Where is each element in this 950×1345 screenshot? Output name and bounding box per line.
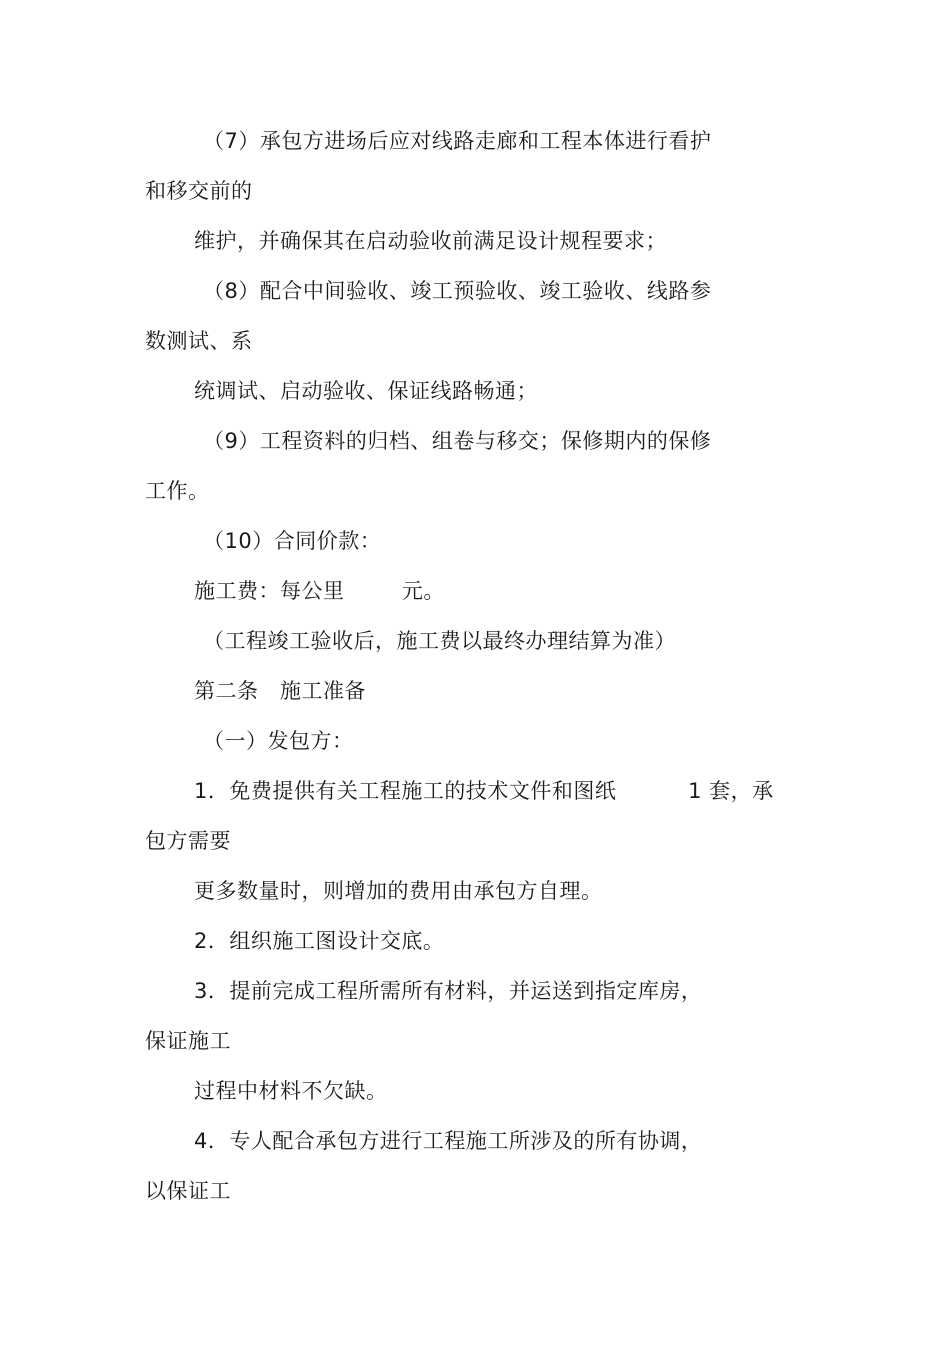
text-line: （10）合同价款： — [203, 529, 382, 553]
text-line: （一）发包方： — [203, 729, 354, 753]
text-line: （8）配合中间验收、竣工预验收、竣工验收、线路参 — [203, 279, 712, 303]
text-line: （7）承包方进场后应对线路走廊和工程本体进行看护 — [203, 129, 712, 153]
text-line: 1．免费提供有关工程施工的技术文件和图纸 1 套，承 — [194, 779, 774, 803]
text-line: 4．专人配合承包方进行工程施工所涉及的所有协调， — [194, 1129, 703, 1153]
text-line: （工程竣工验收后，施工费以最终办理结算为准） — [203, 629, 676, 653]
text-line: 统调试、启动验收、保证线路畅通； — [194, 379, 538, 403]
text-line: 2．组织施工图设计交底。 — [194, 929, 445, 953]
text-line: 工作。 — [145, 479, 210, 503]
text-line: 数测试、系 — [145, 329, 253, 353]
text-line: 更多数量时，则增加的费用由承包方自理。 — [194, 879, 603, 903]
text-line: 以保证工 — [145, 1179, 231, 1203]
text-line: 施工费：每公里 元。 — [194, 579, 445, 603]
section-heading: 第二条 施工准备 — [194, 679, 367, 703]
text-line: （9）工程资料的归档、组卷与移交；保修期内的保修 — [203, 429, 712, 453]
text-line: 保证施工 — [145, 1029, 231, 1053]
text-line: 维护，并确保其在启动验收前满足设计规程要求； — [194, 229, 667, 253]
text-line: 过程中材料不欠缺。 — [194, 1079, 388, 1103]
text-line: 包方需要 — [145, 829, 231, 853]
text-line: 和移交前的 — [145, 179, 253, 203]
text-line: 3．提前完成工程所需所有材料，并运送到指定库房， — [194, 979, 703, 1003]
